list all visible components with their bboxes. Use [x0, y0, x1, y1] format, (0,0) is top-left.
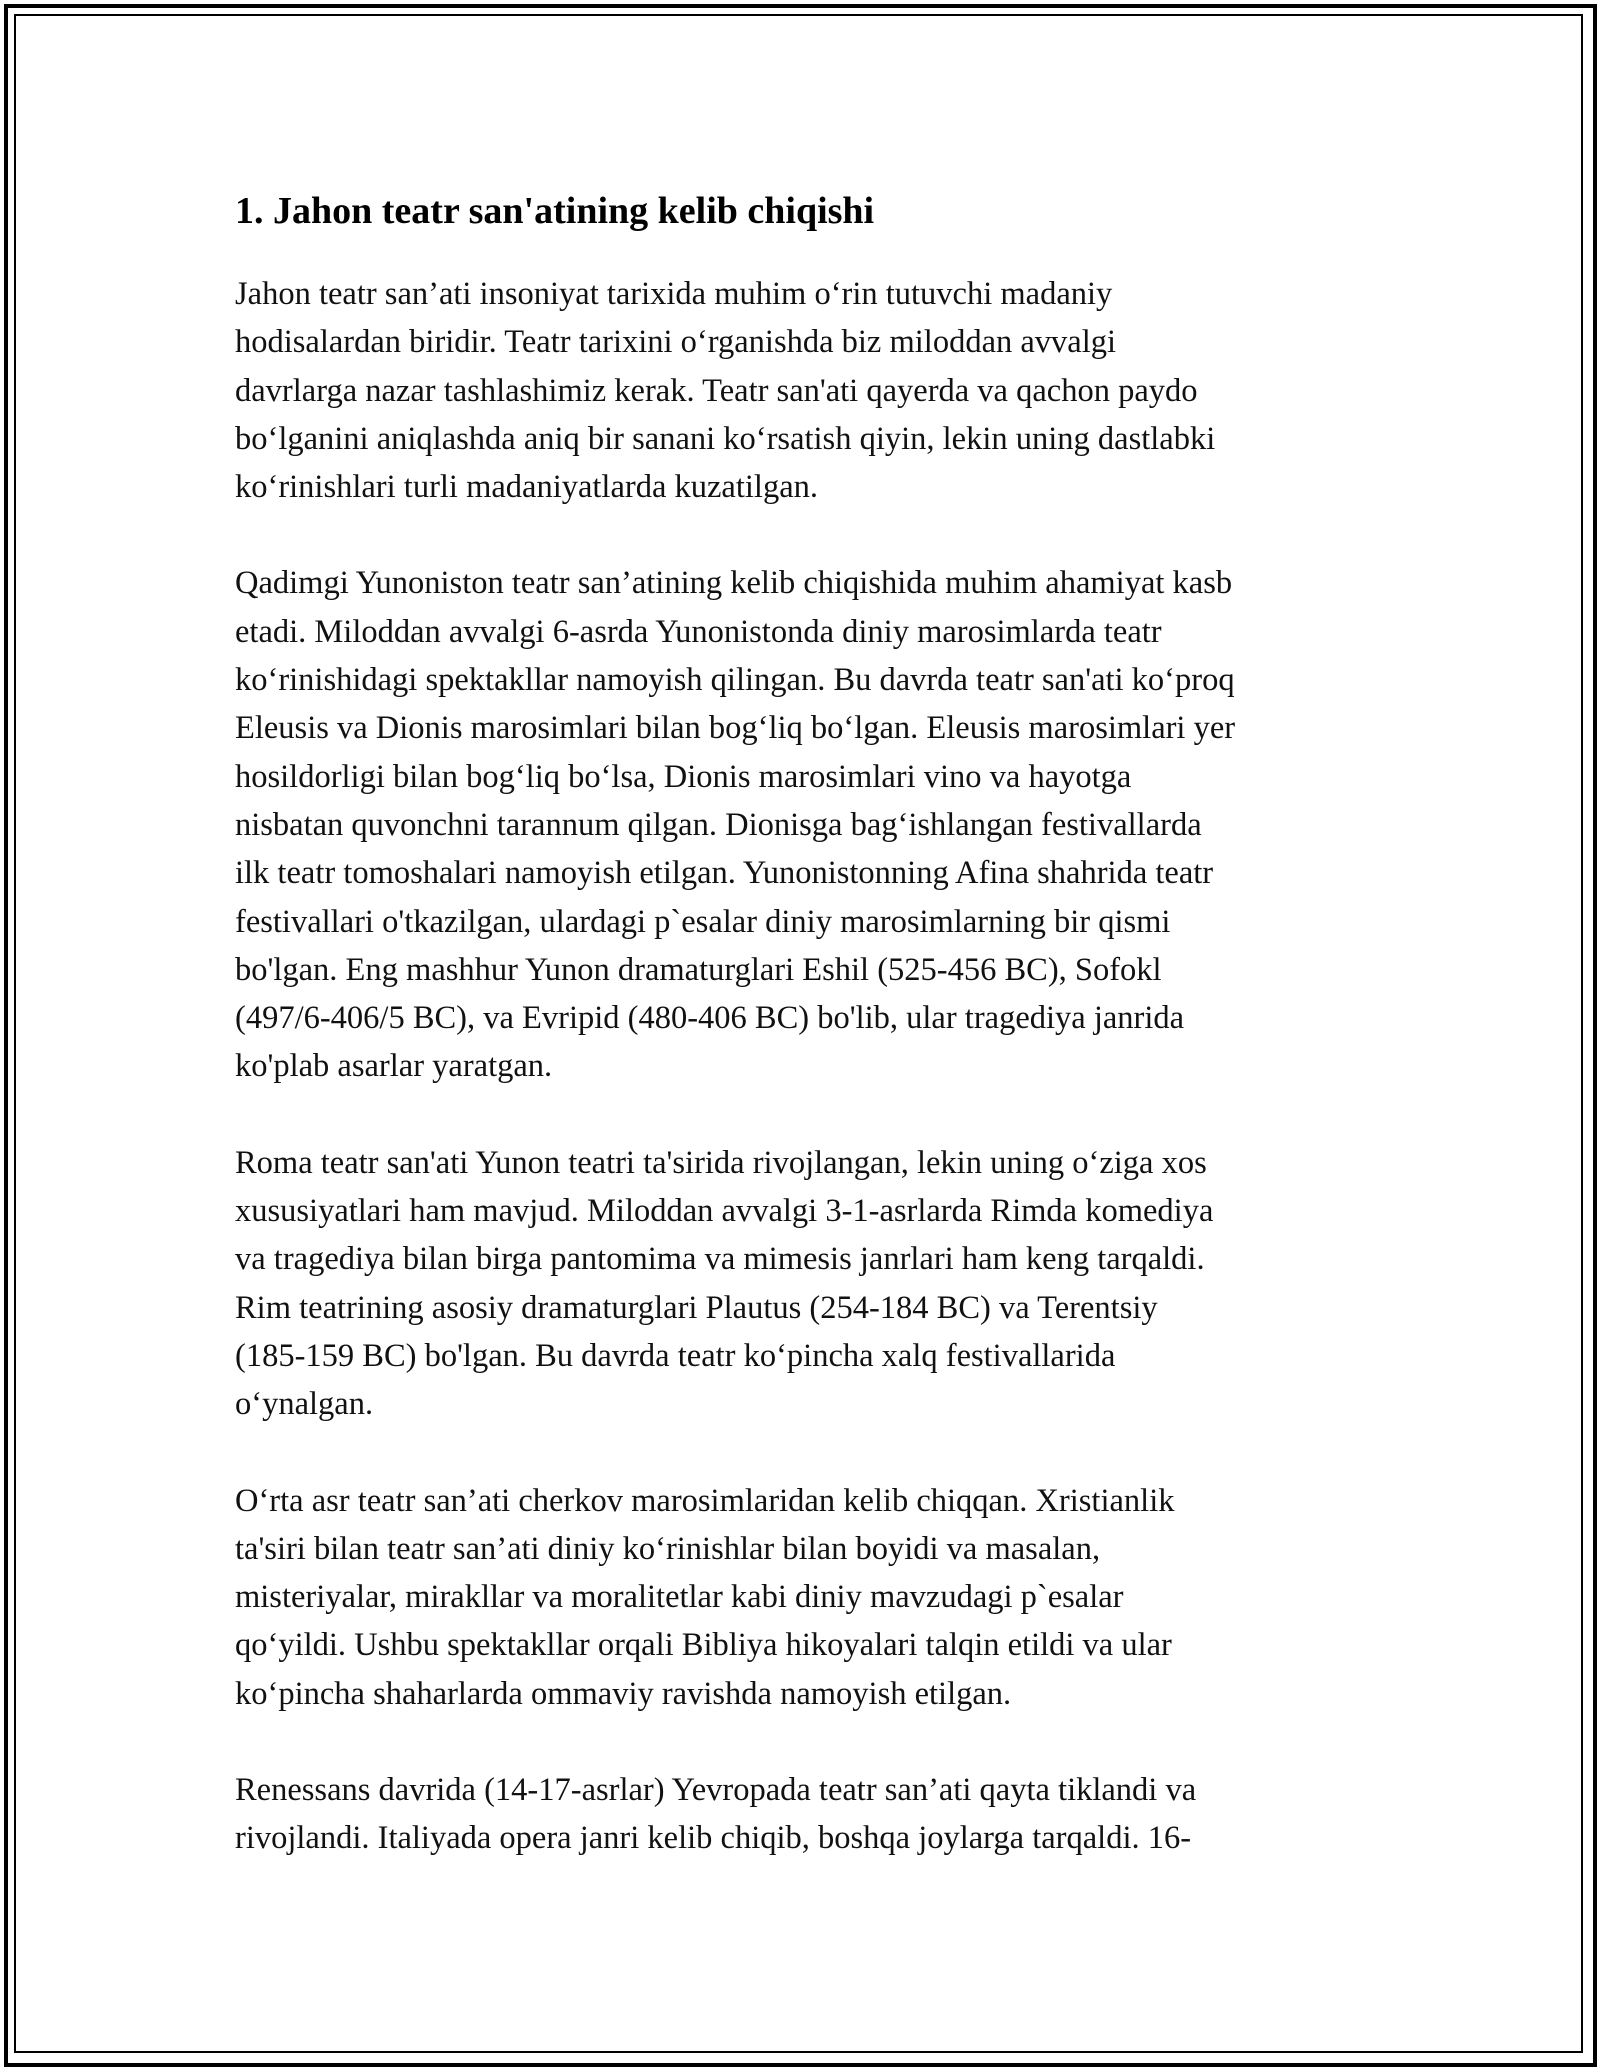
text-line: hosildorligi bilan bog‘liq bo‘lsa, Dionis marosimlari vino va hayotga	[235, 758, 1132, 795]
document-body	[235, 186, 1375, 1863]
text-line: rivojlandi. Italiyada opera janri kelib chiqib, boshqa joylarga tarqaldi. 16-	[235, 1820, 1192, 1857]
text-line: o‘ynalgan.	[235, 1386, 374, 1423]
text-line: festivallari o'tkazilgan, ulardagi p`esalar diniy marosimlarning bir qismi	[235, 903, 1171, 940]
paragraph-greece	[235, 559, 1375, 1090]
paragraph-middle-ages	[235, 1477, 1375, 1718]
text-line: Renessans davrida (14-17-asrlar) Yevropada teatr san’ati qayta tiklandi va	[235, 1772, 1197, 1809]
text-line: hodisalardan biridir. Teatr tarixini o‘rganishda biz miloddan avvalgi	[235, 324, 1117, 361]
text-line: etadi. Miloddan avvalgi 6-asrda Yunonistonda diniy marosimlarda teatr	[235, 613, 1162, 650]
text-line: (497/6-406/5 BC), va Evripid (480-406 BC) bo'lib, ular tragediya janrida	[235, 1000, 1185, 1037]
text-line: misteriyalar, mirakllar va moralitetlar kabi diniy mavzudagi p`esalar	[235, 1579, 1124, 1616]
text-line: ta'siri bilan teatr san’ati diniy ko‘rinishlar bilan boyidi va masalan,	[235, 1530, 1101, 1567]
text-line: Rim teatrining asosiy dramaturglari Plautus (254-184 BC) va Terentsiy	[235, 1289, 1158, 1326]
text-line: bo‘lganini aniqlashda aniq bir sanani ko‘rsatish qiyin, lekin uning dastlabki	[235, 420, 1216, 457]
text-line: ilk teatr tomoshalari namoyish etilgan. Yunonistonning Afina shahrida teatr	[235, 855, 1214, 892]
text-line: Jahon teatr san’ati insoniyat tarixida muhim o‘rin tutuvchi madaniy	[235, 276, 1113, 312]
text-line: bo'lgan. Eng mashhur Yunon dramaturglari Eshil (525-456 BC), Sofokl	[235, 951, 1162, 988]
text-line: ko‘rinishlari turli madaniyatlarda kuzatilgan.	[235, 469, 819, 506]
text-line: ko‘rinishidagi spektakllar namoyish qilingan. Bu davrda teatr san'ati ko‘proq	[235, 662, 1235, 699]
text-line: Roma teatr san'ati Yunon teatri ta'sirida rivojlangan, lekin uning o‘ziga xos	[235, 1144, 1207, 1181]
section-heading: 1. Jahon teatr san'atining kelib chiqishi	[235, 190, 875, 232]
text-line: va tragediya bilan birga pantomima va mimesis janrlari ham keng tarqaldi.	[235, 1241, 1205, 1278]
text-line: ko‘pincha shaharlarda ommaviy ravishda namoyish etilgan.	[235, 1675, 1012, 1712]
text-line: O‘rta asr teatr san’ati cherkov marosimlaridan kelib chiqqan. Xristianlik	[235, 1482, 1175, 1519]
text-line: ko'plab asarlar yaratgan.	[235, 1048, 553, 1085]
text-line: Qadimgi Yunoniston teatr san’atining kelib chiqishida muhim ahamiyat kasb	[235, 565, 1233, 602]
paragraph-intro	[235, 270, 1375, 511]
paragraph-rome	[235, 1139, 1375, 1429]
text-line: Eleusis va Dionis marosimlari bilan bog‘liq bo‘lgan. Eleusis marosimlari yer	[235, 710, 1236, 747]
text-line: (185-159 BC) bo'lgan. Bu davrda teatr ko‘pincha xalq festivallarida	[235, 1337, 1116, 1374]
paragraph-renaissance	[235, 1766, 1375, 1863]
text-line: nisbatan quvonchni tarannum qilgan. Dionisga bag‘ishlangan festivallarda	[235, 806, 1202, 843]
text-line: xususiyatlari ham mavjud. Miloddan avvalgi 3-1-asrlarda Rimda komediya	[235, 1193, 1214, 1230]
text-line: qo‘yildi. Ushbu spektakllar orqali Bibliya hikoyalari talqin etildi va ular	[235, 1627, 1172, 1664]
text-line: davrlarga nazar tashlashimiz kerak. Teatr san'ati qayerda va qachon paydo	[235, 372, 1198, 409]
